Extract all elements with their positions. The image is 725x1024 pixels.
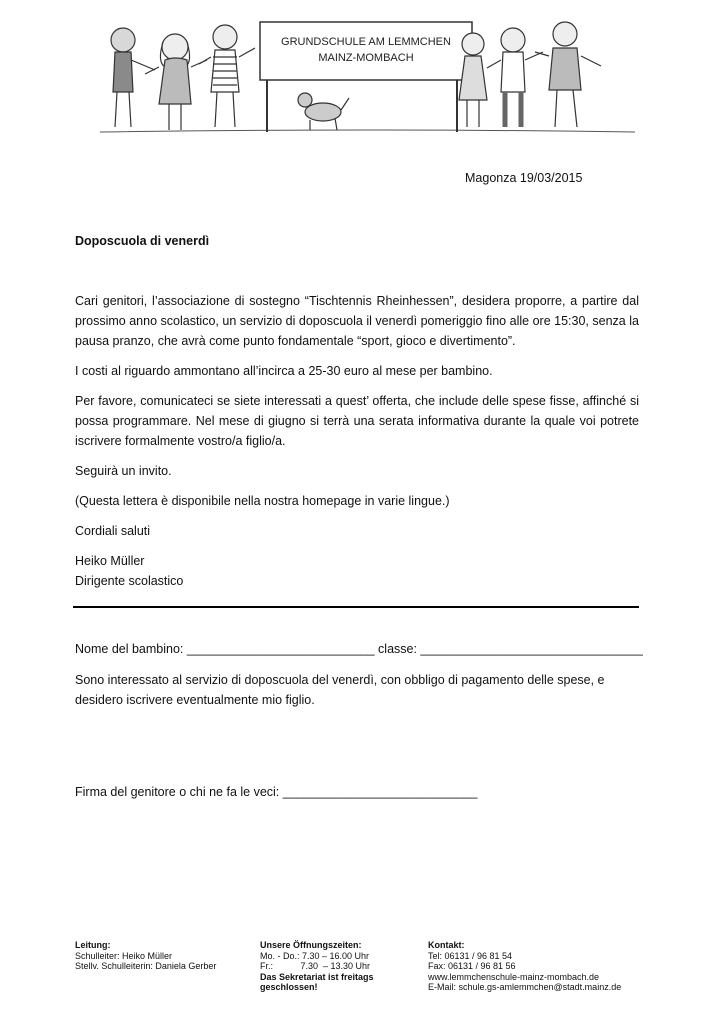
paragraph-homepage-note: (Questa lettera è disponibile nella nostra homepage in varie lingue.): [75, 494, 450, 508]
sign-line-2: MAINZ-MOMBACH: [318, 52, 414, 64]
paragraph-invite: Seguirà un invito.: [75, 464, 172, 478]
footer-management: [75, 940, 255, 972]
footer-contact: [428, 940, 668, 993]
footer-opening-hours: [260, 940, 425, 993]
paragraph-greeting: Cordiali saluti: [75, 524, 151, 538]
enrollment-statement: Sono interessato al servizio di doposcuola del venerdì, con obbligo di pagamento delle spese, e desidero iscrivere eventualmente mio figlio.: [75, 673, 605, 707]
letterhead-illustration: [95, 12, 640, 137]
paragraph-request: Per favore, comunicateci se siete interessati a quest’ offerta, che include delle spese fisse, affinché si possa programmare. Nel mese di giugno si terrà una serata informativa durante la quale voi potrete iscrivere formalmente vostro/a figlio/a.: [75, 394, 639, 448]
footer-secretariat-closed: geschlossen!: [260, 982, 318, 992]
signature-name: Heiko Müller: [75, 554, 145, 568]
footer-principal: Schulleiter: Heiko Müller: [75, 950, 173, 961]
letter-subject: Doposcuola di venerdì: [75, 234, 210, 248]
footer-contact-heading: Kontakt:: [428, 940, 465, 950]
footer-email-link[interactable]: E-Mail: schule.gs-amlemmchen@stadt.mainz.de: [428, 982, 622, 992]
footer-deputy: Stellv. Schulleiterin: Daniela Gerber: [75, 961, 217, 971]
paragraph-intro: Cari genitori, l’associazione di sostegno “Tischtennis Rheinhessen”, desidera proporre, a partire dal prossimo anno scolastico, un servizio di doposcuola il venerdì pomeriggio fino alle ore 15:30, senza la pausa pranzo, che avrà come punto fondamentale “sport, gioco e divertimento”.: [75, 294, 639, 348]
school-logo-drawing: [95, 12, 640, 137]
signature-block: [75, 551, 639, 591]
footer-hours-fri: Fr.: 7.30 – 13.30 Uhr: [260, 961, 371, 971]
paragraph-costs: I costi al riguardo ammontano all’incirca a 25-30 euro al mese per bambino.: [75, 364, 493, 378]
signature-role: Dirigente scolastico: [75, 574, 184, 588]
footer-website-link[interactable]: www.lemmchenschule-mainz-mombach.de: [428, 971, 600, 982]
footer-hours-mon-thu: Mo. - Do.: 7.30 – 16.00 Uhr: [260, 950, 370, 961]
footer-phone: Tel: 06131 / 96 81 54: [428, 950, 513, 961]
sign-line-1: GRUNDSCHULE AM LEMMCHEN: [281, 36, 451, 48]
footer-fax: Fax: 06131 / 96 81 56: [428, 961, 516, 971]
letter-body: [75, 291, 639, 591]
child-name-class-field[interactable]: Nome del bambino: ___________________________ classe: ________________________________: [75, 642, 643, 656]
footer-management-heading: Leitung:: [75, 940, 111, 950]
letter-date: Magonza 19/03/2015: [465, 171, 583, 185]
footer-hours-heading: Unsere Öffnungszeiten:: [260, 940, 362, 950]
parent-signature-field[interactable]: Firma del genitore o chi ne fa le veci: ____________________________: [75, 785, 478, 799]
footer-secretariat-note: Das Sekretariat ist freitags: [260, 971, 374, 982]
cut-divider: [73, 606, 639, 608]
